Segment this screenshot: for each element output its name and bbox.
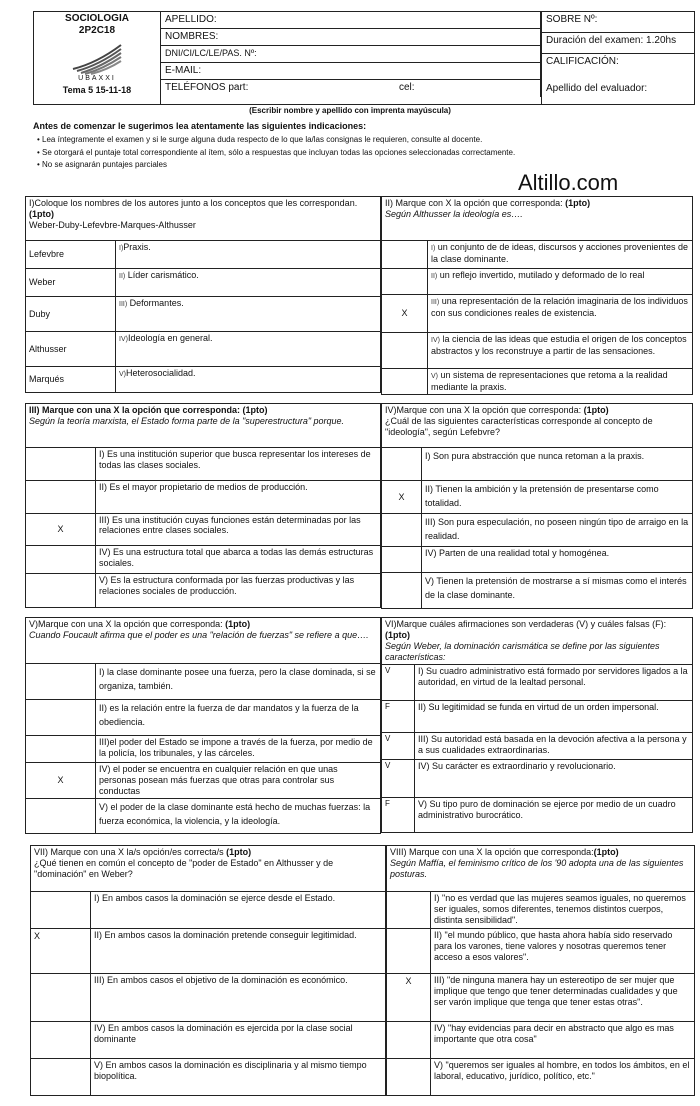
q3-answer-cell[interactable]: X: [26, 513, 96, 545]
admin-fields: [541, 12, 694, 104]
q2-subtitle: Según Althusser la ideología es….: [385, 208, 523, 219]
q5-answer-cell[interactable]: [26, 798, 96, 833]
q1-concept: IV)Ideología en general.: [116, 332, 381, 367]
q3-points: (1pto): [242, 405, 268, 415]
q5-answer-cell[interactable]: [26, 736, 96, 763]
instruction-item: • No se asignarán puntajes parciales: [37, 160, 167, 170]
q6-option: IV) Su carácter es extraordinario y revolucionario.: [415, 759, 693, 797]
field-apellido[interactable]: APELLIDO:: [161, 12, 541, 29]
q8-answer-cell[interactable]: [387, 929, 431, 974]
q3-option: II) Es el mayor propietario de medios de producción.: [96, 481, 381, 513]
watermark: Altillo.com: [518, 170, 619, 195]
q1-concept: I)Praxis.: [116, 241, 381, 269]
question-8: [386, 845, 695, 1095]
header-note: (Escribir nombre y apellido con imprenta mayúscula): [249, 106, 451, 115]
question-2: [381, 196, 693, 392]
q4-option: III) Son pura especulación, no poseen ningún tipo de arraigo en la realidad.: [422, 514, 693, 547]
q8-subtitle: Según Maffía, el feminismo crítico de los '90 adopta una de las siguientes posturas.: [390, 857, 684, 879]
q1-points: (1pto): [29, 208, 54, 219]
q6-answer-cell[interactable]: V: [382, 759, 415, 797]
q3-answer-cell[interactable]: [26, 481, 96, 513]
course-code: 2P2C18: [78, 25, 116, 37]
question-3: [25, 403, 381, 608]
q6-option: V) Su tipo puro de dominación se ejerce por medio de un cuadro administrativo burocrático.: [415, 797, 693, 832]
q4-answer-cell[interactable]: X: [382, 481, 422, 514]
q2-option: IV) la ciencia de las ideas que estudia el origen de los conceptos abstractos y los reconstruye a partir de las sensaciones.: [428, 333, 693, 369]
question-6: [381, 617, 693, 831]
q7-answer-cell[interactable]: [31, 974, 91, 1022]
q8-option: II) "el mundo público, que hasta ahora había sido reservado para los varones, tiene valores y nosotras queremos tener acceso a esos valores".: [431, 929, 695, 974]
field-evaluador[interactable]: Apellido del evaluador:: [546, 83, 648, 94]
q6-points: (1pto): [385, 629, 410, 640]
q7-answer-cell[interactable]: [31, 1059, 91, 1096]
q5-option: II) es la relación entre la fuerza de dar mandatos y la fuerza de la obediencia.: [96, 700, 381, 736]
q8-option: V) "queremos ser iguales al hombre, en todos los ámbitos, en el laboral, educativo, jurídico, político, etc.": [431, 1059, 695, 1096]
q5-title: V)Marque con una X la opción que corresponda:: [29, 619, 226, 629]
field-nombres[interactable]: NOMBRES:: [161, 29, 541, 46]
q1-author[interactable]: Duby: [26, 297, 116, 332]
q7-option: IV) En ambos casos la dominación es ejercida por la clase social dominante: [91, 1022, 386, 1059]
q6-answer-cell[interactable]: V: [382, 664, 415, 700]
q2-answer-cell[interactable]: [382, 333, 428, 369]
q3-option: V) Es la estructura conformada por las fuerzas productivas y las relaciones sociales de producción.: [96, 573, 381, 607]
q4-option: I) Son pura abstracción que nunca retoman a la praxis.: [422, 448, 693, 481]
q7-title: VII) Marque con una X la/s opción/es correcta/s: [34, 847, 227, 857]
instructions-title: Antes de comenzar le sugerimos lea atentamente las siguientes indicaciones:: [33, 121, 367, 131]
q5-points: (1pto): [225, 619, 251, 629]
q5-option: III)el poder del Estado se impone a través de la fuerza, por medio de la policía, los tribunales, y las cárceles.: [96, 736, 381, 763]
q2-answer-cell[interactable]: [382, 369, 428, 395]
exam-header: [33, 11, 695, 105]
q3-option: III) Es una institución cuyas funciones están determinadas por las relaciones entre clases sociales.: [96, 513, 381, 545]
telefonos-label: TELÉFONOS part:: [165, 82, 249, 93]
q8-answer-cell[interactable]: [387, 1022, 431, 1059]
q2-option: III) una representación de la relación imaginaria de los individuos con sus condiciones reales de existencia.: [428, 295, 693, 333]
q4-answer-cell[interactable]: [382, 547, 422, 573]
q1-concept: II) Líder carismático.: [116, 269, 381, 297]
q5-answer-cell[interactable]: [26, 700, 96, 736]
q8-answer-cell[interactable]: X: [387, 974, 431, 1022]
field-calificacion[interactable]: CALIFICACIÓN:: [546, 56, 619, 67]
q8-option: III) "de ninguna manera hay un estereotipo de ser mujer que implique que tengo que tener determinadas cualidades y que ser varón implique que tenga que tener estas otras".: [431, 974, 695, 1022]
student-fields: [161, 12, 541, 104]
q4-option: V) Tienen la pretensión de mostrarse a sí mismas como el interés de la clase dominante.: [422, 573, 693, 609]
question-7: [30, 845, 386, 1095]
q5-answer-cell[interactable]: X: [26, 763, 96, 799]
field-telefonos[interactable]: [161, 80, 541, 97]
q3-option: IV) Es una estructura total que abarca a todas las demás estructuras sociales.: [96, 545, 381, 573]
q8-points: (1pto): [593, 847, 619, 857]
q4-answer-cell[interactable]: [382, 514, 422, 547]
question-4: [381, 403, 693, 608]
q7-option: V) En ambos casos la dominación es disciplinaria y al mismo tiempo biopolítica.: [91, 1059, 386, 1096]
q2-answer-cell[interactable]: [382, 269, 428, 295]
field-sobre[interactable]: SOBRE Nº:: [542, 12, 694, 33]
q8-answer-cell[interactable]: [387, 1059, 431, 1096]
q1-concept: III) Deformantes.: [116, 297, 381, 332]
q7-answer-cell[interactable]: X: [31, 929, 91, 974]
course-name: SOCIOLOGIA: [65, 13, 129, 24]
q2-points: (1pto): [565, 198, 591, 208]
q1-author[interactable]: Marqués: [26, 367, 116, 393]
q5-answer-cell[interactable]: [26, 664, 96, 700]
q3-subtitle: Según la teoría marxista, el Estado forma parte de la "superestructura" porque.: [29, 415, 345, 426]
q3-option: I) Es una institución superior que busca representar los intereses de todas las clases sociales.: [96, 448, 381, 481]
uba-logo-icon: [67, 39, 127, 75]
q4-answer-cell[interactable]: [382, 448, 422, 481]
course-box: [34, 12, 161, 104]
q2-option: II) un reflejo invertido, mutilado y deformado de lo real: [428, 269, 693, 295]
q7-points: (1pto): [226, 847, 252, 857]
q3-answer-cell[interactable]: [26, 573, 96, 607]
q1-title: I)Coloque los nombres de los autores junto a los conceptos que les correspondan.: [29, 198, 358, 208]
q6-option: I) Su cuadro administrativo está formado por servidores ligados a la autoridad, en virtud de la lealtad personal.: [415, 664, 693, 700]
instruction-item: • Se otorgará el puntaje total correspondiente al ítem, sólo a respuestas que incluyan todas las opciones seleccionadas correctamente.: [37, 147, 516, 157]
q5-option: I) la clase dominante posee una fuerza, pero la clase dominada, si se organiza, también.: [96, 664, 381, 700]
q1-author[interactable]: Weber: [26, 269, 116, 297]
q4-points: (1pto): [583, 405, 609, 415]
cel-label: cel:: [399, 82, 415, 93]
q6-subtitle: Según Weber, la dominación carismática se define por las siguientes características:: [385, 640, 660, 662]
field-dni[interactable]: DNI/CI/LC/LE/PAS. Nº:: [161, 46, 541, 63]
q2-title: II) Marque con X la opción que corresponda:: [385, 198, 566, 208]
field-email[interactable]: E-MAIL:: [161, 63, 541, 80]
q7-subtitle: ¿Qué tienen en común el concepto de "poder de Estado" en Althusser y de "dominación" en Weber?: [34, 857, 334, 879]
q8-option: IV) "hay evidencias para decir en abstracto que algo es mas importante que otra cosa": [431, 1022, 695, 1059]
q5-option: IV) el poder se encuentra en cualquier relación en que unas personas posean más fuerzas que otras para controlar sus conductas: [96, 763, 381, 799]
question-1: [25, 196, 381, 392]
q6-title: VI)Marque cuáles afirmaciones son verdaderas (V) y cuáles falsas (F):: [385, 619, 667, 629]
q2-option: I) un conjunto de de ideas, discursos y acciones provenientes de la clase dominante.: [428, 241, 693, 269]
q7-option: II) En ambos casos la dominación pretende conseguir legitimidad.: [91, 929, 386, 974]
q2-answer-cell[interactable]: X: [382, 295, 428, 333]
q5-subtitle: Cuando Foucault afirma que el poder es una "relación de fuerzas" se refiere a que….: [29, 629, 369, 640]
q3-title: III) Marque con una X la opción que corresponda:: [29, 405, 243, 415]
q8-option: I) "no es verdad que las mujeres seamos iguales, no queremos ser iguales, somos diferentes, tenemos distintos cuerpos, distinta sensibilidad".: [431, 892, 695, 929]
q1-author[interactable]: Lefevbre: [26, 241, 116, 269]
q4-title: IV)Marque con una X la opción que corresponda:: [385, 405, 584, 415]
q3-answer-cell[interactable]: [26, 545, 96, 573]
q4-answer-cell[interactable]: [382, 573, 422, 609]
q6-answer-cell[interactable]: F: [382, 700, 415, 732]
q8-answer-cell[interactable]: [387, 892, 431, 929]
q6-answer-cell[interactable]: V: [382, 732, 415, 759]
tema-label: Tema 5 15-11-18: [62, 84, 132, 95]
q4-option: II) Tienen la ambición y la pretensión de presentarse como totalidad.: [422, 481, 693, 514]
q3-answer-cell[interactable]: [26, 448, 96, 481]
q4-subtitle: ¿Cuál de las siguientes características corresponde al concepto de "ideología", según Lefebvre?: [385, 415, 653, 437]
q1-names: Weber-Duby-Lefevbre-Marques-Althusser: [29, 219, 196, 230]
q7-option: III) En ambos casos el objetivo de la dominación es económico.: [91, 974, 386, 1022]
q1-author[interactable]: Althusser: [26, 332, 116, 367]
instructions: [33, 121, 693, 170]
q8-title: VIII) Marque con una X la opción que corresponda:: [390, 847, 594, 857]
q7-option: I) En ambos casos la dominación se ejerce desde el Estado.: [91, 892, 386, 929]
q5-option: V) el poder de la clase dominante está hecho de muchas fuerzas: la fuerza económica, la violencia, y la ideología.: [96, 798, 381, 833]
logo-text: UBAXXI: [78, 75, 116, 83]
field-duracion: Duración del examen: 1.20hs: [542, 33, 694, 54]
instruction-item: • Lea íntegramente el examen y si le surge alguna duda respecto de lo que la/las consignas le requieren, consulte al docente.: [37, 134, 483, 144]
q7-answer-cell[interactable]: [31, 892, 91, 929]
q1-concept: V)Heterosocialidad.: [116, 367, 381, 393]
q6-option: II) Su legitimidad se funda en virtud de un orden impersonal.: [415, 700, 693, 732]
q7-answer-cell[interactable]: [31, 1022, 91, 1059]
q4-option: IV) Parten de una realidad total y homogénea.: [422, 547, 693, 573]
question-5: [25, 617, 381, 831]
q2-answer-cell[interactable]: [382, 241, 428, 269]
q6-option: III) Su autoridad está basada en la devoción afectiva a la persona y a sus cualidades extraordinarias.: [415, 732, 693, 759]
q2-option: V) un sistema de representaciones que retoma a la realidad mediante la praxis.: [428, 369, 693, 395]
q6-answer-cell[interactable]: F: [382, 797, 415, 832]
